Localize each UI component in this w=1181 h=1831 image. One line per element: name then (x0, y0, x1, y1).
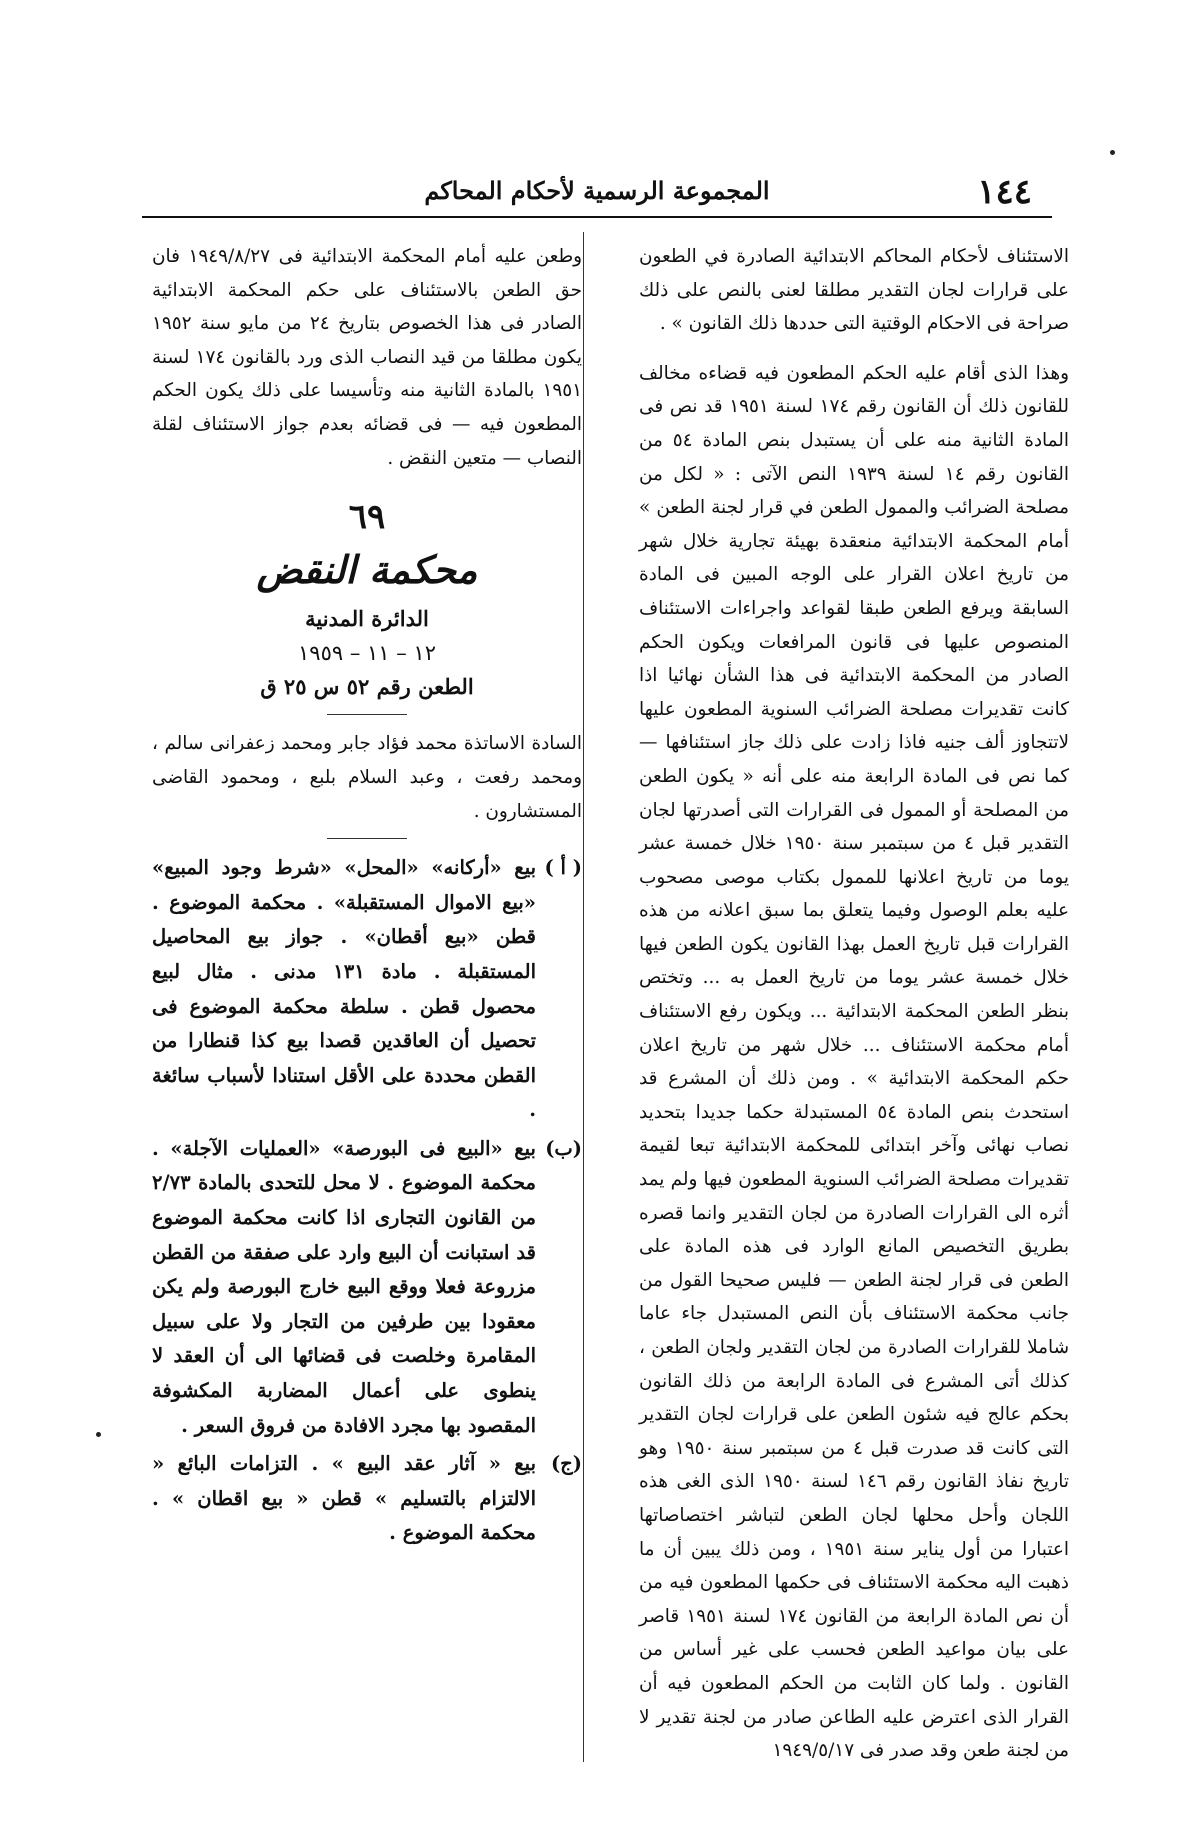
column-divider (583, 232, 584, 1762)
judges-list: السادة الاساتذة محمد فؤاد جابر ومحمد زعفرانى سالم ، ومحمد رفعت ، وعبد السلام بلبع ، ومحمود القاضى المستشارون . (152, 733, 582, 822)
left-paragraph-1: وطعن عليه أمام المحكمة الابتدائية فى ١٩٤٩/٨/٢٧ فان حق الطعن بالاستئناف على حكم المحكمة الابتدائية الصادر فى هذا الخصوص بتاريخ ٢٤ من مايو سنة ١٩٥٢ يكون مطلقا من قيد النصاب الذى ورد بالقانون ١٧٤ لسنة ١٩٥١ بالمادة الثانية منه وتأسيسا على ذلك يكون الحكم المطعون فيه — فى قضائه بعدم جواز الاستئناف لقلة النصاب — متعين النقض . (152, 246, 582, 469)
right-paragraph-2: وهذا الذى أقام عليه الحكم المطعون فيه قضاءه مخالف للقانون ذلك أن القانون رقم ١٧٤ لسنة ١٩٥١ قد نص فى المادة الثانية منه على أن يستبدل بنص المادة ٥٤ من القانون رقم ١٤ لسنة ١٩٣٩ النص الآتى : « لكل من مصلحة الضرائب والممول الطعن في قرار لجنة الطعن » أمام المحكمة الابتدائية منعقدة بهيئة تجارية خلال شهر من تاريخ اعلان القرار على الوجه المبين فى المادة السابقة ويرفع الطعن طبقا لقواعد واجراءات الاستئناف المنصوص عليها فى قانون المرافعات ويكون الحكم الصادر من المحكمة الابتدائية فى هذا الشأن نهائيا اذا كانت تقديرات مصلحة الضرائب السنوية المطعون عليها لاتتجاوز ألف جنيه فاذا زادت على ذلك جاز استئنافها — كما نص فى المادة الرابعة منه على أنه « يكون الطعن من المصلحة أو الممول فى القرارات التى أصدرتها لجان التقدير قبل ٤ من سبتمبر سنة ١٩٥٠ خلال خمسة عشر يوما من تاريخ اعلانها للممول بكتاب موصى مصحوب عليه بعلم الوصول وفيما يتعلق بما سبق اعلانه من هذه القرارات قبل تاريخ العمل بهذا القانون يكون الطعن فيها خلال خمسة عشر يوما من تاريخ العمل به ... وتختص بنظر الطعن المحكمة الابتدائية ... ويكون رفع الاستئناف أمام محكمة الاستئناف ... خلال شهر من تاريخ اعلان حكم المحكمة الابتدائية » . ومن ذلك أن المشرع قد استحدث بنص المادة ٥٤ المستبدلة حكما جديدا بتحديد نصاب نهائى وآخر ابتدائى للمحكمة الابتدائية تبعا لقيمة تقديرات مصلحة الضرائب السنوية المطعون فيها ولم يمد أثره الى القرارات الصادرة من لجان التقدير وانما قصره بطريق التخصيص المانع الوارد فى هذه المادة على الطعن فى قرار لجنة الطعن — فليس صحيحا القول من جانب محكمة الاستئناف بأن النص المستبدل جاء عاما شاملا للقرارات الصادرة من لجان التقدير ولجان الطعن ، كذلك أتى المشرع فى المادة الرابعة من ذلك القانون بحكم عالج فيه شئون الطعن على قرارات لجان التقدير التى كانت قد صدرت قبل ٤ من سبتمبر سنة ١٩٥٠ وهو تاريخ نفاذ القانون رقم ١٤٦ لسنة ١٩٥٠ الذى الغى هذه اللجان وأحل محلها لجان الطعن لتباشر اختصاصاتها اعتبارا من أول يناير سنة ١٩٥١ ، ومن ذلك يبين أن ما ذهبت اليه محكمة الاستئناف فى حكمها المطعون فيه من أن نص المادة الرابعة من القانون ١٧٤ لسنة ١٩٥١ قاصر على بيان مواعيد الطعن فحسب على غير أساس من القانون . ولما كان الثابت من الحكم المطعون فيه أن القرار الذى اعترض عليه الطاعن صادر من لجنة تقدير لا من لجنة طعن وقد صدر فى ١٩٤٩/٥/١٧ (639, 362, 1069, 1762)
holding-text: بيع « آثار عقد البيع » . التزامات البائع « الالتزام بالتسليم » قطن « بيع اقطان » . محكمة الموضوع . (152, 1452, 536, 1545)
appeal-number: الطعن رقم ٥٢ س ٢٥ ق (260, 674, 474, 700)
section-rule-2 (327, 838, 407, 839)
holdings-list (152, 851, 582, 1551)
ruling-date: ١٢ – ١١ – ١٩٥٩ (298, 641, 436, 666)
holding-text: بيع «البيع فى البورصة» «العمليات الآجلة» . محكمة الموضوع . لا محل للتحدى بالمادة ٢/٧٣ من القانون التجارى اذا كانت محكمة الموضوع قد استبانت أن البيع وارد على صفقة من القطن مزروعة فعلا ووقع البيع خارج البورصة ولم يكن معقودا بين طرفين من التجار ولا على سبيل المقامرة وخلصت فى قضائها الى أن العقد لا ينطوى على أعمال المضاربة المكشوفة المقصود بها مجرد الافادة من فروق السعر . (152, 1136, 536, 1437)
holding-mark: (ج) (550, 1452, 582, 1476)
page-header (142, 168, 1052, 218)
court-name: محكمة النقض (256, 546, 478, 592)
page-number: ١٤٤ (977, 172, 1032, 212)
right-column (639, 240, 1069, 1768)
scan-speck (1110, 150, 1115, 155)
running-title: المجموعة الرسمية لأحكام المحاكم (424, 176, 770, 205)
circuit-name: الدائرة المدنية (305, 606, 429, 632)
holding-mark: (ب) (545, 1136, 582, 1160)
right-paragraph-1: الاستئناف لأحكام المحاكم الابتدائية الصادرة في الطعون على قرارات لجان التقدير مطلقا لعنى بالنص على ذلك صراحة فى الاحكام الوقتية التى حددها ذلك القانون » . (639, 246, 1069, 335)
scan-speck (96, 1432, 101, 1437)
holding-item (152, 1447, 582, 1551)
holding-text: بيع «أركانه» «المحل» «شرط وجود المبيع» «بيع الاموال المستقبلة» . محكمة الموضوع . قطن «بيع أقطان» . جواز بيع المحاصيل المستقبلة . مادة ١٣١ مدنى . مثال لبيع محصول قطن . سلطة محكمة الموضوع فى تحصيل أن العاقدين قصدا بيع كذا قنطارا من القطن محددة على الأقل استنادا لأسباب سائغة . (152, 856, 536, 1122)
left-column (152, 240, 582, 1551)
section-rule (327, 714, 407, 715)
case-number: ٦٩ (348, 497, 386, 538)
holding-mark: ( أ ) (544, 856, 582, 880)
holding-item (152, 851, 582, 1128)
holding-item (152, 1132, 582, 1443)
